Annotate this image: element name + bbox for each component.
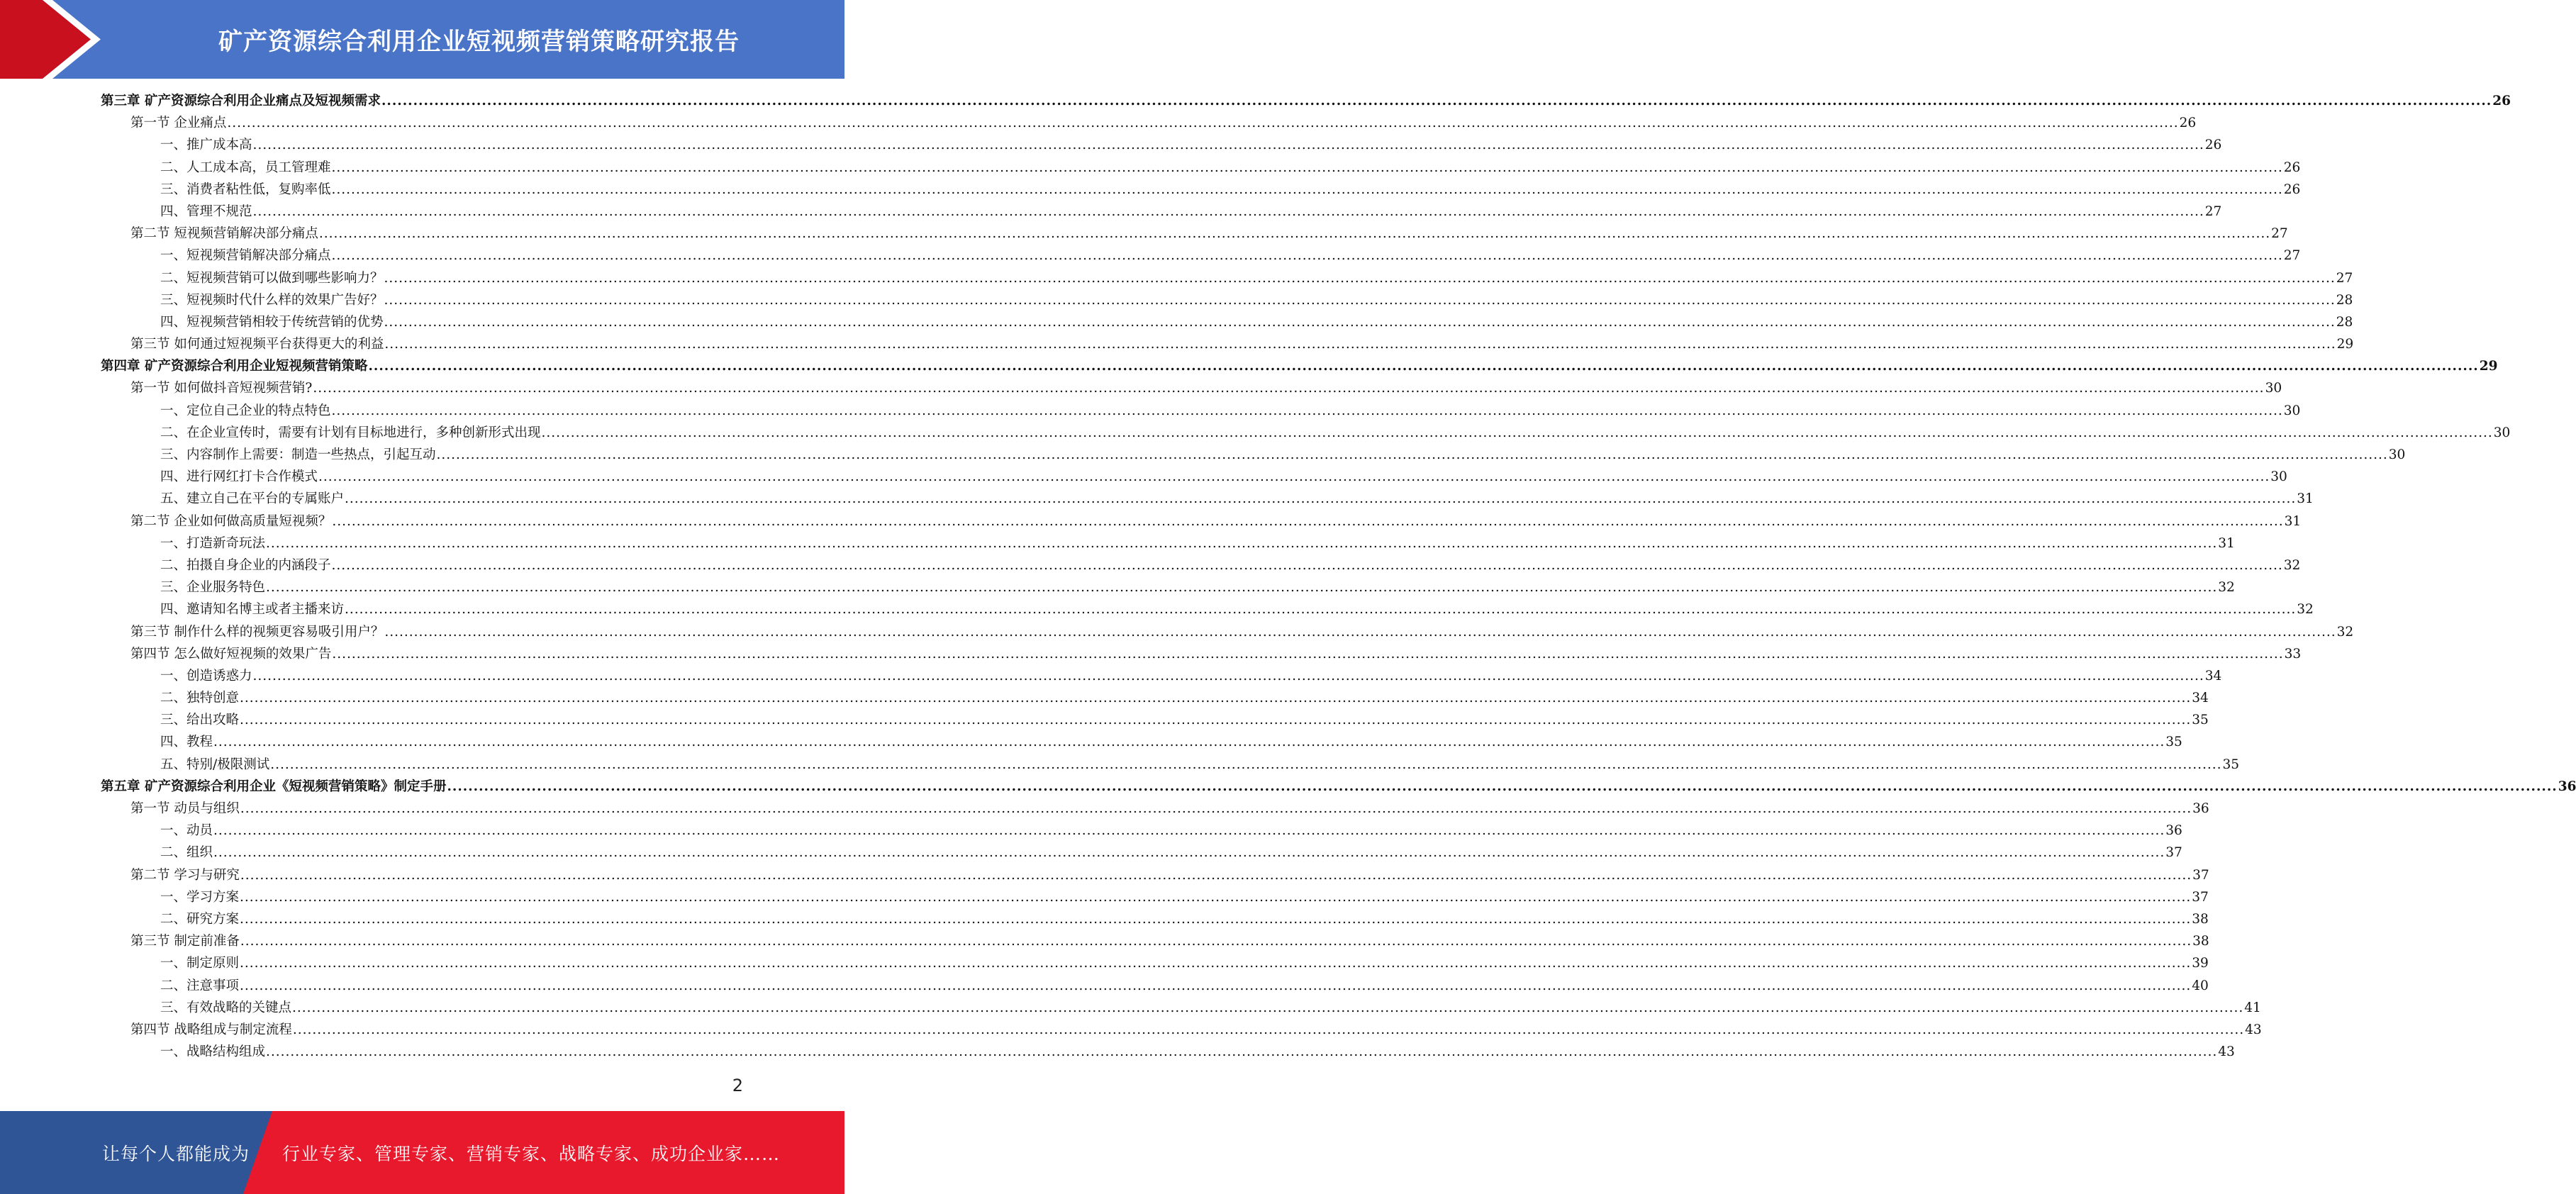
- toc-subsection-entry[interactable]: [101, 488, 2314, 510]
- toc-entry-label: 二、注意事项: [160, 978, 240, 993]
- toc-dot-leader: ................................................................................................................................................................................................................................................................................................................................................................................................................: [345, 602, 2297, 618]
- toc-dot-leader: ................................................................................................................................................................................................................................................................................................................................................................................................................: [384, 314, 2336, 330]
- toc-dot-leader: ................................................................................................................................................................................................................................................................................................................................................................................................................: [541, 425, 2493, 440]
- toc-page-number: 26: [2283, 182, 2301, 197]
- toc-entry-label: 第一节 如何做抖音短视频营销?: [130, 381, 313, 396]
- toc-dot-leader: ................................................................................................................................................................................................................................................................................................................................................................................................................: [240, 956, 2192, 971]
- toc-entry-label: 第二节 企业如何做高质量短视频？: [130, 513, 332, 529]
- toc-page-number: 41: [2244, 1000, 2261, 1015]
- toc-entry-label: 四、邀请知名博主或者主播来访: [160, 602, 345, 618]
- table-of-contents: [101, 90, 2576, 1063]
- toc-dot-leader: ................................................................................................................................................................................................................................................................................................................................................................................................................: [227, 116, 2179, 131]
- toc-dot-leader: ................................................................................................................................................................................................................................................................................................................................................................................................................: [384, 270, 2336, 286]
- toc-entry-label: 第三节 制定前准备: [130, 934, 240, 949]
- toc-page-number: 37: [2192, 889, 2209, 905]
- toc-entry-label: 第二节 学习与研究: [130, 867, 240, 883]
- toc-entry-label: 一、战略结构组成: [160, 1044, 266, 1060]
- page-number: 2: [732, 1076, 743, 1095]
- toc-subsection-entry[interactable]: [101, 157, 2301, 179]
- toc-dot-leader: ................................................................................................................................................................................................................................................................................................................................................................................................................: [292, 1000, 2244, 1015]
- toc-page-number: 30: [2270, 469, 2287, 485]
- toc-section-entry[interactable]: [101, 798, 2209, 820]
- toc-subsection-entry[interactable]: [101, 687, 2209, 709]
- toc-dot-leader: ................................................................................................................................................................................................................................................................................................................................................................................................................: [313, 381, 2265, 396]
- toc-dot-leader: ................................................................................................................................................................................................................................................................................................................................................................................................................: [240, 934, 2192, 949]
- toc-page-number: 27: [2336, 270, 2353, 286]
- toc-dot-leader: ................................................................................................................................................................................................................................................................................................................................................................................................................: [252, 138, 2204, 153]
- toc-subsection-entry[interactable]: [101, 576, 2235, 598]
- toc-subsection-entry[interactable]: [101, 400, 2301, 422]
- toc-page-number: 40: [2192, 978, 2209, 993]
- toc-subsection-entry[interactable]: [101, 842, 2182, 864]
- toc-dot-leader: ................................................................................................................................................................................................................................................................................................................................................................................................................: [381, 94, 2492, 108]
- toc-entry-label: 四、管理不规范: [160, 203, 252, 219]
- toc-entry-label: 三、消费者粘性低，复购率低: [160, 182, 331, 197]
- toc-entry-label: 第五章 矿产资源综合利用企业《短视频营销策略》制定手册: [101, 779, 447, 794]
- toc-entry-label: 五、特别/极限测试: [160, 757, 270, 772]
- toc-entry-label: 四、进行网红打卡合作模式: [160, 469, 318, 485]
- toc-subsection-entry[interactable]: [101, 245, 2301, 267]
- toc-page-number: 35: [2222, 757, 2240, 772]
- toc-page-number: 36: [2192, 801, 2209, 816]
- toc-page-number: 34: [2204, 668, 2222, 684]
- toc-page-number: 37: [2192, 867, 2209, 883]
- toc-dot-leader: ................................................................................................................................................................................................................................................................................................................................................................................................................: [345, 491, 2297, 507]
- toc-section-entry[interactable]: [101, 510, 2302, 532]
- toc-subsection-entry[interactable]: [101, 466, 2287, 488]
- toc-page-number: 28: [2336, 292, 2353, 308]
- toc-page-number: 31: [2284, 513, 2302, 529]
- toc-section-entry[interactable]: [101, 621, 2354, 643]
- toc-subsection-entry[interactable]: [101, 554, 2301, 576]
- toc-entry-label: 一、创造诱惑力: [160, 668, 252, 684]
- toc-section-entry[interactable]: [101, 223, 2288, 245]
- toc-section-entry[interactable]: [101, 112, 2197, 134]
- toc-page-number: 26: [2179, 116, 2197, 131]
- toc-dot-leader: ................................................................................................................................................................................................................................................................................................................................................................................................................: [318, 469, 2270, 485]
- toc-entry-label: 一、定位自己企业的特点特色: [160, 403, 331, 418]
- toc-dot-leader: ................................................................................................................................................................................................................................................................................................................................................................................................................: [384, 624, 2336, 640]
- toc-entry-label: 一、打造新奇玩法: [160, 535, 266, 551]
- toc-subsection-entry[interactable]: [101, 289, 2353, 311]
- toc-page-number: 43: [2218, 1044, 2235, 1060]
- toc-dot-leader: ................................................................................................................................................................................................................................................................................................................................................................................................................: [384, 337, 2336, 352]
- toc-entry-label: 一、短视频营销解决部分痛点: [160, 248, 331, 264]
- toc-entry-label: 二、独特创意: [160, 691, 240, 706]
- toc-entry-label: 二、组织: [160, 845, 213, 861]
- toc-page-number: 30: [2265, 381, 2282, 396]
- toc-dot-leader: ................................................................................................................................................................................................................................................................................................................................................................................................................: [318, 226, 2271, 242]
- toc-subsection-entry[interactable]: [101, 908, 2209, 930]
- toc-entry-label: 二、短视频营销可以做到哪些影响力？: [160, 270, 384, 286]
- toc-page-number: 28: [2336, 314, 2353, 330]
- toc-page-number: 36: [2558, 779, 2576, 794]
- toc-entry-label: 二、人工成本高，员工管理难: [160, 160, 331, 175]
- toc-subsection-entry[interactable]: [101, 952, 2209, 974]
- toc-entry-label: 第一节 动员与组织: [130, 801, 240, 816]
- toc-page-number: 35: [2165, 735, 2182, 750]
- toc-entry-label: 一、制定原则: [160, 956, 240, 971]
- toc-dot-leader: ................................................................................................................................................................................................................................................................................................................................................................................................................: [447, 779, 2558, 794]
- toc-entry-label: 第四节 怎么做好短视频的效果广告: [130, 646, 332, 662]
- toc-dot-leader: ................................................................................................................................................................................................................................................................................................................................................................................................................: [240, 889, 2192, 905]
- toc-entry-label: 第四章 矿产资源综合利用企业短视频营销策略: [101, 359, 368, 374]
- toc-subsection-entry[interactable]: [101, 709, 2209, 731]
- toc-page-number: 32: [2297, 602, 2314, 618]
- toc-subsection-entry[interactable]: [101, 665, 2222, 687]
- toc-dot-leader: ................................................................................................................................................................................................................................................................................................................................................................................................................: [240, 911, 2192, 927]
- toc-entry-label: 一、动员: [160, 823, 213, 839]
- toc-entry-label: 四、短视频营销相较于传统营销的优势: [160, 314, 384, 330]
- toc-page-number: 43: [2245, 1022, 2262, 1037]
- toc-section-entry[interactable]: [101, 1019, 2262, 1041]
- toc-subsection-entry[interactable]: [101, 311, 2353, 333]
- toc-page-number: 38: [2192, 934, 2209, 949]
- toc-section-entry[interactable]: [101, 333, 2354, 355]
- toc-dot-leader: ................................................................................................................................................................................................................................................................................................................................................................................................................: [332, 513, 2284, 529]
- toc-entry-label: 一、学习方案: [160, 889, 240, 905]
- toc-subsection-entry[interactable]: [101, 997, 2261, 1019]
- toc-entry-label: 第四节 战略组成与制定流程: [130, 1022, 292, 1037]
- toc-page-number: 32: [2218, 580, 2235, 596]
- toc-subsection-entry[interactable]: [101, 179, 2301, 201]
- toc-subsection-entry[interactable]: [101, 444, 2406, 466]
- toc-entry-label: 二、在企业宣传时，需要有计划有目标地进行，多种创新形式出现: [160, 425, 541, 440]
- toc-dot-leader: ................................................................................................................................................................................................................................................................................................................................................................................................................: [252, 668, 2204, 684]
- toc-section-entry[interactable]: [101, 930, 2209, 952]
- toc-page-number: 30: [2283, 403, 2301, 418]
- toc-dot-leader: ................................................................................................................................................................................................................................................................................................................................................................................................................: [266, 1044, 2218, 1060]
- toc-dot-leader: ................................................................................................................................................................................................................................................................................................................................................................................................................: [331, 182, 2283, 197]
- toc-dot-leader: ................................................................................................................................................................................................................................................................................................................................................................................................................: [266, 535, 2218, 551]
- toc-entry-label: 三、给出攻略: [160, 713, 240, 728]
- toc-entry-label: 第三章 矿产资源综合利用企业痛点及短视频需求: [101, 94, 381, 108]
- toc-entry-label: 二、拍摄自身企业的内涵段子: [160, 557, 331, 573]
- toc-page-number: 35: [2192, 713, 2209, 728]
- toc-dot-leader: ................................................................................................................................................................................................................................................................................................................................................................................................................: [331, 248, 2283, 264]
- toc-entry-label: 四、教程: [160, 735, 213, 750]
- toc-dot-leader: ................................................................................................................................................................................................................................................................................................................................................................................................................: [384, 292, 2336, 308]
- toc-subsection-entry[interactable]: [101, 267, 2353, 289]
- toc-page-number: 32: [2283, 557, 2301, 573]
- toc-dot-leader: ................................................................................................................................................................................................................................................................................................................................................................................................................: [331, 403, 2283, 418]
- toc-chapter-entry[interactable]: [101, 355, 2498, 377]
- toc-dot-leader: ................................................................................................................................................................................................................................................................................................................................................................................................................: [240, 978, 2192, 993]
- toc-subsection-entry[interactable]: [101, 134, 2222, 156]
- toc-page-number: 30: [2388, 447, 2406, 462]
- toc-dot-leader: ................................................................................................................................................................................................................................................................................................................................................................................................................: [331, 557, 2283, 573]
- toc-subsection-entry[interactable]: [101, 422, 2511, 444]
- toc-entry-label: 第一节 企业痛点: [130, 116, 227, 131]
- toc-subsection-entry[interactable]: [101, 731, 2182, 753]
- toc-page-number: 39: [2192, 956, 2209, 971]
- toc-page-number: 37: [2165, 845, 2182, 861]
- toc-dot-leader: ................................................................................................................................................................................................................................................................................................................................................................................................................: [240, 801, 2192, 816]
- toc-page-number: 36: [2165, 823, 2182, 839]
- toc-subsection-entry[interactable]: [101, 886, 2209, 908]
- toc-page-number: 26: [2204, 138, 2222, 153]
- toc-page-number: 38: [2192, 911, 2209, 927]
- toc-dot-leader: ................................................................................................................................................................................................................................................................................................................................................................................................................: [266, 580, 2218, 596]
- toc-page-number: 26: [2283, 160, 2301, 175]
- toc-entry-label: 一、推广成本高: [160, 138, 252, 153]
- footer-slogan-right: 行业专家、管理专家、营销专家、战略专家、成功企业家……: [282, 1143, 781, 1164]
- toc-chapter-entry[interactable]: [101, 776, 2576, 798]
- toc-dot-leader: ................................................................................................................................................................................................................................................................................................................................................................................................................: [240, 867, 2192, 883]
- toc-entry-label: 五、建立自己在平台的专属账户: [160, 491, 345, 507]
- toc-page-number: 31: [2297, 491, 2314, 507]
- toc-page-number: 27: [2283, 248, 2301, 264]
- toc-dot-leader: ................................................................................................................................................................................................................................................................................................................................................................................................................: [368, 359, 2479, 374]
- toc-page-number: 26: [2492, 94, 2511, 108]
- toc-subsection-entry[interactable]: [101, 820, 2182, 842]
- toc-page-number: 29: [2479, 359, 2498, 374]
- toc-entry-label: 三、企业服务特色: [160, 580, 266, 596]
- toc-dot-leader: ................................................................................................................................................................................................................................................................................................................................................................................................................: [213, 735, 2165, 750]
- toc-section-entry[interactable]: [101, 643, 2302, 665]
- toc-entry-label: 三、内容制作上需要：制造一些热点，引起互动: [160, 447, 436, 462]
- toc-dot-leader: ................................................................................................................................................................................................................................................................................................................................................................................................................: [292, 1022, 2245, 1037]
- toc-dot-leader: ................................................................................................................................................................................................................................................................................................................................................................................................................: [331, 160, 2283, 175]
- toc-dot-leader: ................................................................................................................................................................................................................................................................................................................................................................................................................: [270, 757, 2222, 772]
- toc-dot-leader: ................................................................................................................................................................................................................................................................................................................................................................................................................: [240, 713, 2192, 728]
- toc-dot-leader: ................................................................................................................................................................................................................................................................................................................................................................................................................: [252, 203, 2204, 219]
- toc-entry-label: 第二节 短视频营销解决部分痛点: [130, 226, 318, 242]
- toc-page-number: 30: [2493, 425, 2511, 440]
- chevron-arrow-icon: [0, 0, 113, 79]
- toc-entry-label: 第三节 制作什么样的视频更容易吸引用户？: [130, 624, 384, 640]
- toc-subsection-entry[interactable]: [101, 598, 2314, 620]
- toc-subsection-entry[interactable]: [101, 201, 2222, 223]
- toc-entry-label: 三、短视频时代什么样的效果广告好？: [160, 292, 384, 308]
- page-header: [0, 0, 844, 79]
- toc-page-number: 27: [2271, 226, 2288, 242]
- toc-page-number: 34: [2192, 691, 2209, 706]
- toc-dot-leader: ................................................................................................................................................................................................................................................................................................................................................................................................................: [436, 447, 2388, 462]
- toc-section-entry[interactable]: [101, 864, 2209, 886]
- toc-subsection-entry[interactable]: [101, 1041, 2235, 1063]
- toc-entry-label: 二、研究方案: [160, 911, 240, 927]
- toc-subsection-entry[interactable]: [101, 754, 2240, 776]
- toc-page-number: 31: [2218, 535, 2235, 551]
- toc-subsection-entry[interactable]: [101, 975, 2209, 997]
- toc-dot-leader: ................................................................................................................................................................................................................................................................................................................................................................................................................: [332, 646, 2284, 662]
- page-footer: [0, 1111, 844, 1194]
- toc-entry-label: 三、有效战略的关键点: [160, 1000, 292, 1015]
- toc-dot-leader: ................................................................................................................................................................................................................................................................................................................................................................................................................: [213, 845, 2165, 861]
- toc-page-number: 33: [2284, 646, 2302, 662]
- footer-slogan-left: 让每个人都能成为: [102, 1143, 250, 1164]
- toc-subsection-entry[interactable]: [101, 532, 2235, 554]
- toc-dot-leader: ................................................................................................................................................................................................................................................................................................................................................................................................................: [240, 691, 2192, 706]
- toc-chapter-entry[interactable]: [101, 90, 2511, 112]
- toc-page-number: 32: [2336, 624, 2354, 640]
- toc-page-number: 29: [2336, 337, 2354, 352]
- report-title: 矿产资源综合利用企业短视频营销策略研究报告: [218, 28, 740, 56]
- toc-page-number: 27: [2204, 203, 2222, 219]
- toc-dot-leader: ................................................................................................................................................................................................................................................................................................................................................................................................................: [213, 823, 2165, 839]
- toc-entry-label: 第三节 如何通过短视频平台获得更大的利益: [130, 337, 384, 352]
- toc-section-entry[interactable]: [101, 377, 2282, 399]
